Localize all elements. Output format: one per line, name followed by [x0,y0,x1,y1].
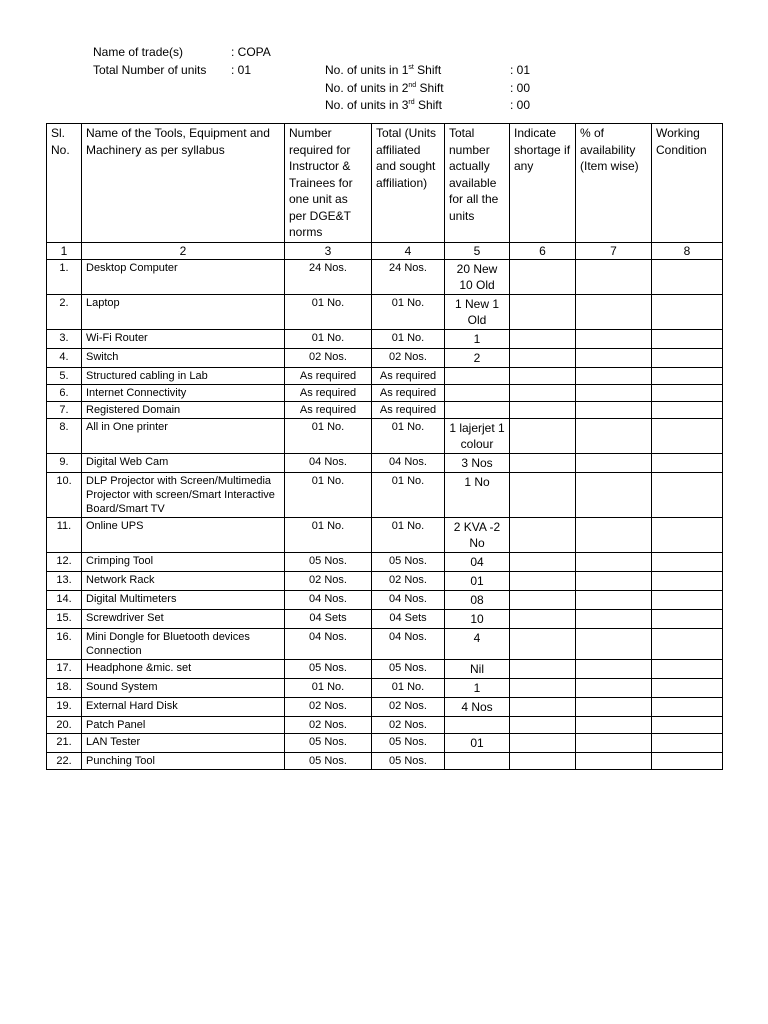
table-row [47,329,723,348]
cell-available: 2 KVA -2 No [445,517,510,552]
cell-availability [576,659,652,678]
col-number: 6 [510,242,576,259]
cell-sl: 7. [47,401,82,418]
cell-total: As required [372,367,445,384]
cell-shortage [510,401,576,418]
table-row [47,418,723,453]
cell-name: Mini Dongle for Bluetooth devices Connection [82,628,285,659]
cell-available [445,384,510,401]
cell-available: 1 No [445,472,510,517]
cell-required: 02 Nos. [285,348,372,367]
cell-available: 08 [445,590,510,609]
cell-shortage [510,259,576,294]
cell-name: Screwdriver Set [82,609,285,628]
cell-available: 2 [445,348,510,367]
table-row [47,752,723,769]
cell-required: As required [285,384,372,401]
cell-total: 24 Nos. [372,259,445,294]
cell-condition [652,628,723,659]
cell-available: Nil [445,659,510,678]
cell-condition [652,571,723,590]
cell-sl: 13. [47,571,82,590]
cell-shortage [510,348,576,367]
cell-shortage [510,628,576,659]
cell-sl: 1. [47,259,82,294]
cell-available [445,367,510,384]
cell-required: 02 Nos. [285,697,372,716]
table-row [47,401,723,418]
cell-total: 01 No. [372,517,445,552]
cell-total: 01 No. [372,329,445,348]
col-header-name: Name of the Tools, Equipment and Machinery as per syllabus [82,124,285,243]
cell-required: 05 Nos. [285,552,372,571]
cell-total: 02 Nos. [372,716,445,733]
cell-sl: 5. [47,367,82,384]
cell-condition [652,697,723,716]
cell-name: Sound System [82,678,285,697]
cell-required: 01 No. [285,472,372,517]
cell-total: 02 Nos. [372,697,445,716]
cell-required: 01 No. [285,294,372,329]
cell-available [445,401,510,418]
cell-total: 04 Nos. [372,628,445,659]
cell-shortage [510,367,576,384]
cell-sl: 18. [47,678,82,697]
cell-shortage [510,590,576,609]
cell-shortage [510,609,576,628]
cell-availability [576,678,652,697]
cell-required: 01 No. [285,418,372,453]
cell-available: 01 [445,733,510,752]
cell-available: 04 [445,552,510,571]
cell-sl: 2. [47,294,82,329]
cell-availability [576,329,652,348]
cell-name: Online UPS [82,517,285,552]
cell-condition [652,552,723,571]
cell-required: 01 No. [285,517,372,552]
cell-availability [576,259,652,294]
table-row [47,348,723,367]
cell-shortage [510,678,576,697]
table-row [47,294,723,329]
cell-required: 05 Nos. [285,752,372,769]
cell-name: Digital Multimeters [82,590,285,609]
cell-available [445,716,510,733]
col-header-sl: Sl. No. [47,124,82,243]
cell-total: 04 Nos. [372,590,445,609]
col-header-availability: % of availability (Item wise) [576,124,652,243]
cell-total: 01 No. [372,472,445,517]
cell-condition [652,716,723,733]
col-header-required: Number required for Instructor & Trainees for one unit as per DGE&T norms [285,124,372,243]
table-row [47,472,723,517]
cell-availability [576,367,652,384]
table-row [47,552,723,571]
shift-1-label: No. of units in 1st Shift [325,63,442,77]
table-row [47,628,723,659]
cell-condition [652,609,723,628]
cell-availability [576,571,652,590]
cell-available [445,752,510,769]
shift-2-label: No. of units in 2nd Shift [325,81,444,95]
cell-required: 04 Nos. [285,453,372,472]
cell-name: Digital Web Cam [82,453,285,472]
cell-name: Crimping Tool [82,552,285,571]
cell-name: Switch [82,348,285,367]
cell-total: As required [372,384,445,401]
cell-total: 05 Nos. [372,552,445,571]
cell-sl: 9. [47,453,82,472]
cell-sl: 14. [47,590,82,609]
cell-sl: 8. [47,418,82,453]
cell-total: 02 Nos. [372,571,445,590]
cell-shortage [510,329,576,348]
cell-required: 01 No. [285,329,372,348]
cell-total: As required [372,401,445,418]
table-row [47,453,723,472]
cell-required: 05 Nos. [285,733,372,752]
shift-3-value: : 00 [510,98,531,112]
cell-required: As required [285,401,372,418]
col-number: 4 [372,242,445,259]
cell-shortage [510,697,576,716]
cell-sl: 12. [47,552,82,571]
cell-shortage [510,294,576,329]
cell-sl: 4. [47,348,82,367]
col-number: 7 [576,242,652,259]
cell-available: 20 New 10 Old [445,259,510,294]
cell-required: 04 Sets [285,609,372,628]
cell-availability [576,716,652,733]
cell-availability [576,472,652,517]
cell-shortage [510,733,576,752]
col-number: 8 [652,242,723,259]
cell-name: Structured cabling in Lab [82,367,285,384]
cell-condition [652,752,723,769]
cell-name: Patch Panel [82,716,285,733]
cell-total: 02 Nos. [372,348,445,367]
cell-sl: 16. [47,628,82,659]
cell-condition [652,733,723,752]
cell-available: 4 [445,628,510,659]
shift-3-label: No. of units in 3rd Shift [325,98,442,112]
cell-condition [652,472,723,517]
cell-condition [652,418,723,453]
col-number: 3 [285,242,372,259]
cell-availability [576,348,652,367]
cell-required: 02 Nos. [285,571,372,590]
table-row [47,697,723,716]
units-value: : 01 [231,63,252,77]
cell-name: Wi-Fi Router [82,329,285,348]
cell-sl: 15. [47,609,82,628]
cell-required: As required [285,367,372,384]
cell-total: 05 Nos. [372,659,445,678]
col-number: 5 [445,242,510,259]
cell-total: 04 Nos. [372,453,445,472]
cell-sl: 20. [47,716,82,733]
col-header-condition: Working Condition [652,124,723,243]
cell-sl: 3. [47,329,82,348]
table-row [47,609,723,628]
cell-shortage [510,716,576,733]
equipment-table [46,123,723,770]
cell-sl: 21. [47,733,82,752]
cell-name: All in One printer [82,418,285,453]
cell-name: Headphone &mic. set [82,659,285,678]
cell-name: Registered Domain [82,401,285,418]
col-number: 2 [82,242,285,259]
col-header-shortage: Indicate shortage if any [510,124,576,243]
cell-required: 02 Nos. [285,716,372,733]
shift-2-value: : 00 [510,81,531,95]
table-row [47,590,723,609]
cell-shortage [510,517,576,552]
cell-sl: 17. [47,659,82,678]
cell-condition [652,659,723,678]
cell-availability [576,752,652,769]
cell-sl: 6. [47,384,82,401]
cell-shortage [510,552,576,571]
cell-shortage [510,472,576,517]
cell-availability [576,590,652,609]
cell-sl: 10. [47,472,82,517]
cell-condition [652,259,723,294]
cell-name: Network Rack [82,571,285,590]
cell-name: LAN Tester [82,733,285,752]
table-row [47,367,723,384]
units-label: Total Number of units [93,63,207,77]
cell-sl: 11. [47,517,82,552]
cell-available: 01 [445,571,510,590]
column-number-row [47,242,723,259]
table-row [47,659,723,678]
cell-required: 24 Nos. [285,259,372,294]
cell-availability [576,384,652,401]
cell-shortage [510,418,576,453]
cell-available: 1 lajerjet 1 colour [445,418,510,453]
cell-condition [652,401,723,418]
table-header-row [47,124,723,243]
cell-sl: 19. [47,697,82,716]
col-header-total: Total (Units affiliated and sought affiliation) [372,124,445,243]
cell-total: 05 Nos. [372,752,445,769]
cell-sl: 22. [47,752,82,769]
cell-availability [576,401,652,418]
cell-total: 01 No. [372,678,445,697]
cell-required: 01 No. [285,678,372,697]
cell-shortage [510,659,576,678]
cell-availability [576,628,652,659]
table-row [47,259,723,294]
cell-condition [652,329,723,348]
cell-total: 01 No. [372,418,445,453]
cell-name: Desktop Computer [82,259,285,294]
cell-availability [576,453,652,472]
cell-condition [652,384,723,401]
cell-availability [576,552,652,571]
cell-name: Laptop [82,294,285,329]
cell-availability [576,697,652,716]
cell-available: 10 [445,609,510,628]
table-row [47,517,723,552]
cell-availability [576,418,652,453]
cell-available: 4 Nos [445,697,510,716]
cell-required: 04 Nos. [285,590,372,609]
cell-shortage [510,752,576,769]
trade-value: : COPA [231,45,271,59]
trade-label: Name of trade(s) [93,45,184,59]
cell-required: 04 Nos. [285,628,372,659]
table-body [47,259,723,769]
cell-total: 01 No. [372,294,445,329]
table-row [47,716,723,733]
cell-required: 05 Nos. [285,659,372,678]
cell-total: 04 Sets [372,609,445,628]
cell-condition [652,517,723,552]
cell-available: 1 New 1 Old [445,294,510,329]
cell-condition [652,678,723,697]
cell-availability [576,733,652,752]
cell-name: Internet Connectivity [82,384,285,401]
cell-shortage [510,571,576,590]
cell-condition [652,367,723,384]
cell-total: 05 Nos. [372,733,445,752]
table-row [47,384,723,401]
col-number: 1 [47,242,82,259]
table-row [47,733,723,752]
cell-shortage [510,384,576,401]
cell-shortage [510,453,576,472]
cell-condition [652,294,723,329]
cell-condition [652,590,723,609]
cell-availability [576,294,652,329]
cell-name: External Hard Disk [82,697,285,716]
table-row [47,571,723,590]
cell-condition [652,453,723,472]
shift-1-value: : 01 [510,63,531,77]
cell-available: 1 [445,678,510,697]
col-header-available: Total number actually available for all the units [445,124,510,243]
table-row [47,678,723,697]
cell-name: DLP Projector with Screen/Multimedia Projector with screen/Smart Interactive Board/Smart TV [82,472,285,517]
cell-availability [576,517,652,552]
cell-condition [652,348,723,367]
cell-name: Punching Tool [82,752,285,769]
cell-available: 1 [445,329,510,348]
cell-available: 3 Nos [445,453,510,472]
cell-availability [576,609,652,628]
